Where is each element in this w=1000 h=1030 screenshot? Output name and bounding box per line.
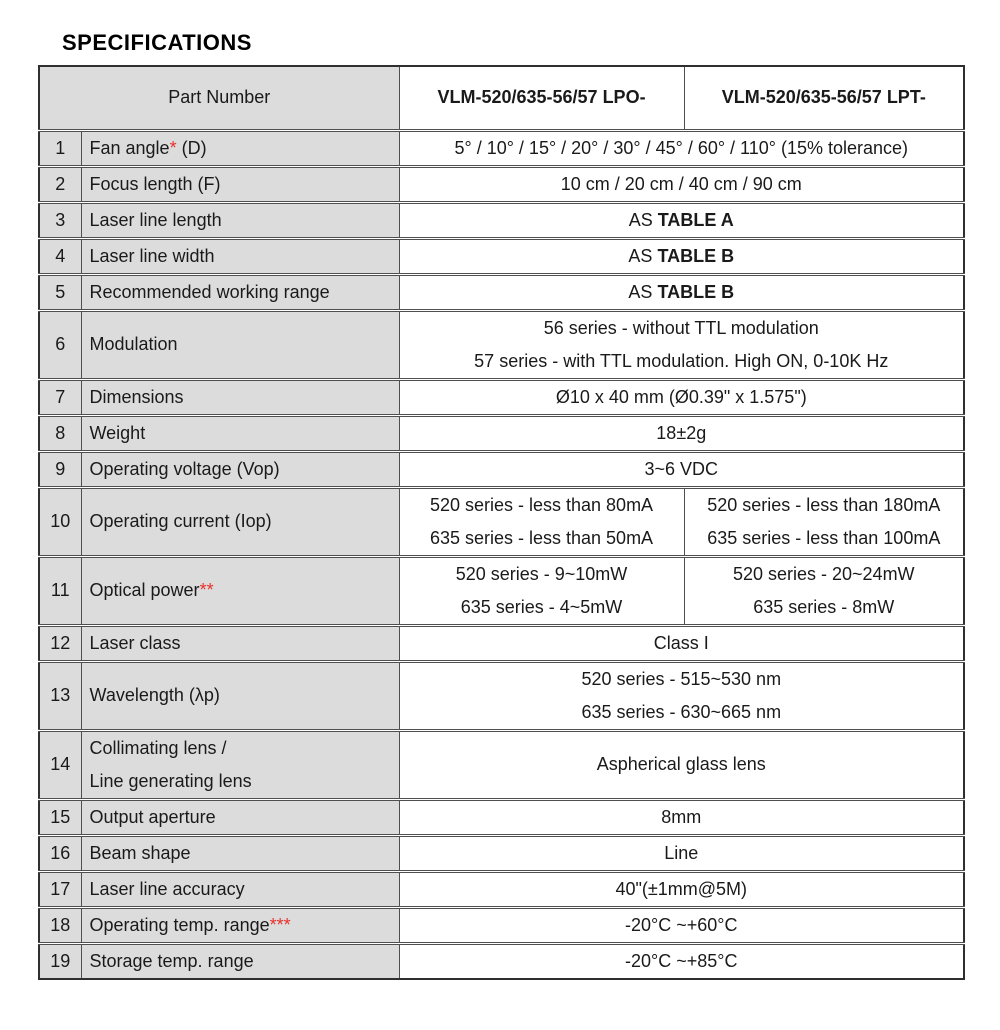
spec-table-body <box>39 130 964 979</box>
row-label-cell <box>81 238 399 274</box>
value-line <box>689 558 960 591</box>
text-segment: 3~6 VDC <box>644 458 719 479</box>
value-line <box>404 345 960 378</box>
row-label-cell <box>81 799 399 835</box>
row-value-cell <box>399 625 964 661</box>
text-segment: Wavelength (λp) <box>89 685 220 705</box>
table-row <box>39 379 964 415</box>
row-number-cell: 16 <box>39 835 81 871</box>
footnote-asterisk: * <box>169 137 177 158</box>
row-number-cell: 8 <box>39 415 81 451</box>
row-value-cell <box>399 907 964 943</box>
row-value-cell <box>399 661 964 730</box>
text-segment: AS <box>628 245 658 266</box>
text-segment: 18±2g <box>656 422 707 443</box>
value-line <box>404 945 960 978</box>
row-value-cell <box>399 835 964 871</box>
text-segment: Focus length (F) <box>89 173 221 194</box>
row-label-cell <box>81 379 399 415</box>
row-label-cell <box>81 166 399 202</box>
row-label-cell <box>81 130 399 166</box>
value-line <box>404 873 960 906</box>
table-row <box>39 661 964 730</box>
row-value-cell <box>399 487 684 556</box>
row-number-cell: 6 <box>39 310 81 379</box>
text-segment: Recommended working range <box>89 281 330 302</box>
row-label-cell <box>81 310 399 379</box>
text-segment: (D) <box>176 137 207 158</box>
value-line <box>404 453 960 486</box>
row-number-cell: 10 <box>39 487 81 556</box>
value-line <box>404 558 680 591</box>
row-number-cell: 14 <box>39 730 81 799</box>
text-segment: 520 series - 9~10mW <box>455 563 628 584</box>
text-segment: 635 series - less than 100mA <box>707 527 941 548</box>
text-segment: 5° / 10° / 15° / 20° / 30° / 45° / 60° / 110° (15% tolerance) <box>454 137 909 158</box>
label-line <box>90 381 391 414</box>
row-label-cell <box>81 487 399 556</box>
text-segment: Storage temp. range <box>89 950 254 971</box>
table-row <box>39 202 964 238</box>
value-line <box>404 591 680 624</box>
row-label-cell <box>81 730 399 799</box>
text-segment: Modulation <box>89 334 178 354</box>
row-number-cell: 3 <box>39 202 81 238</box>
text-segment: 520 series - less than 180mA <box>707 494 941 515</box>
label-line <box>90 574 391 607</box>
text-segment: 57 series - with TTL modulation. High ON, 0-10K Hz <box>474 350 889 371</box>
page-title: SPECIFICATIONS <box>62 30 252 55</box>
text-segment: Line <box>664 842 699 863</box>
text-segment: Line generating lens <box>89 770 252 791</box>
row-value-cell <box>399 379 964 415</box>
text-segment: Laser line width <box>89 245 215 266</box>
row-value-cell <box>684 487 964 556</box>
row-value-cell <box>399 202 964 238</box>
text-segment: 56 series - without TTL modulation <box>543 317 819 338</box>
label-line <box>90 679 391 712</box>
row-label-cell <box>81 907 399 943</box>
table-row <box>39 238 964 274</box>
label-line <box>90 240 391 273</box>
value-line <box>404 696 960 729</box>
value-line <box>689 489 960 522</box>
label-line <box>90 801 391 834</box>
row-label-cell <box>81 871 399 907</box>
header-row <box>39 66 964 130</box>
table-row <box>39 871 964 907</box>
text-segment: 8mm <box>661 806 702 827</box>
row-label-cell <box>81 415 399 451</box>
row-number-cell: 4 <box>39 238 81 274</box>
text-segment: Laser line length <box>89 209 222 230</box>
value-line <box>404 489 680 522</box>
row-label-cell <box>81 625 399 661</box>
table-row <box>39 310 964 379</box>
text-segment: AS <box>628 281 658 302</box>
label-line <box>90 168 391 201</box>
table-row <box>39 907 964 943</box>
column-header-lpo: VLM-520/635-56/57 LPO- <box>399 66 684 130</box>
row-label-cell <box>81 835 399 871</box>
label-line <box>90 204 391 237</box>
row-value-cell <box>399 415 964 451</box>
label-line <box>90 873 391 906</box>
text-segment: 635 series - 4~5mW <box>460 596 623 617</box>
table-row <box>39 166 964 202</box>
text-segment: TABLE A <box>657 209 734 230</box>
row-label-cell <box>81 556 399 625</box>
row-value-cell <box>399 451 964 487</box>
label-line <box>90 417 391 450</box>
row-value-cell <box>399 799 964 835</box>
row-number-cell: 12 <box>39 625 81 661</box>
value-line <box>404 381 960 414</box>
value-line <box>689 522 960 555</box>
text-segment: 520 series - 515~530 nm <box>581 668 782 689</box>
text-segment: 635 series - less than 50mA <box>429 527 654 548</box>
table-row <box>39 835 964 871</box>
row-value-cell <box>399 130 964 166</box>
table-row <box>39 487 964 556</box>
value-line <box>404 276 960 309</box>
value-line <box>404 801 960 834</box>
value-line <box>404 312 960 345</box>
row-label-cell <box>81 451 399 487</box>
row-number-cell: 15 <box>39 799 81 835</box>
table-row <box>39 451 964 487</box>
row-label-cell <box>81 202 399 238</box>
text-segment: Operating voltage (Vop) <box>89 458 280 479</box>
text-segment: -20°C ~+85°C <box>625 950 738 971</box>
label-line <box>90 132 391 165</box>
text-segment: Ø10 x 40 mm (Ø0.39" x 1.575") <box>555 386 807 407</box>
table-row <box>39 799 964 835</box>
text-segment: Fan angle <box>89 137 170 158</box>
text-segment: Class I <box>653 632 709 653</box>
text-segment: 635 series - 8mW <box>753 596 895 617</box>
row-number-cell: 19 <box>39 943 81 979</box>
label-line <box>90 276 391 309</box>
row-label-cell <box>81 661 399 730</box>
text-segment: 520 series - less than 80mA <box>429 494 654 515</box>
table-row <box>39 556 964 625</box>
part-number-header: Part Number <box>39 66 399 130</box>
label-line <box>90 505 391 538</box>
footnote-asterisk: *** <box>269 914 291 935</box>
value-line <box>404 909 960 942</box>
text-segment: TABLE B <box>657 281 735 302</box>
row-value-cell <box>399 871 964 907</box>
text-segment: TABLE B <box>657 245 735 266</box>
column-header-lpt: VLM-520/635-56/57 LPT- <box>684 66 964 130</box>
value-line <box>404 417 960 450</box>
text-segment: Weight <box>89 422 146 443</box>
text-segment: Aspherical glass lens <box>596 754 766 774</box>
row-value-cell <box>399 943 964 979</box>
text-segment: 635 series - 630~665 nm <box>581 701 782 722</box>
row-value-cell <box>399 274 964 310</box>
text-segment: AS <box>628 209 658 230</box>
text-segment: Optical power <box>89 580 200 600</box>
table-row <box>39 943 964 979</box>
row-number-cell: 18 <box>39 907 81 943</box>
value-line <box>404 627 960 660</box>
table-row <box>39 274 964 310</box>
table-row <box>39 130 964 166</box>
text-segment: 10 cm / 20 cm / 40 cm / 90 cm <box>560 173 802 194</box>
row-value-cell <box>399 166 964 202</box>
label-line <box>90 765 391 798</box>
row-label-cell <box>81 943 399 979</box>
text-segment: Collimating lens / <box>89 737 227 758</box>
label-line <box>90 909 391 942</box>
row-label-cell <box>81 274 399 310</box>
text-segment: Operating current (Iop) <box>89 511 272 531</box>
value-line <box>689 591 960 624</box>
value-line <box>404 240 960 273</box>
row-value-cell <box>399 238 964 274</box>
text-segment: -20°C ~+60°C <box>625 914 738 935</box>
label-line <box>90 627 391 660</box>
label-line <box>90 328 391 361</box>
row-number-cell: 7 <box>39 379 81 415</box>
value-line <box>404 168 960 201</box>
label-line <box>90 453 391 486</box>
footnote-asterisk: ** <box>199 580 214 600</box>
text-segment: 40"(±1mm@5M) <box>615 878 748 899</box>
label-line <box>90 945 391 978</box>
text-segment: Output aperture <box>89 806 216 827</box>
value-line <box>404 748 960 781</box>
label-line <box>90 837 391 870</box>
text-segment: 520 series - 20~24mW <box>732 563 915 584</box>
row-value-cell <box>399 556 684 625</box>
value-line <box>404 837 960 870</box>
text-segment: Dimensions <box>89 386 184 407</box>
row-value-cell <box>399 310 964 379</box>
row-number-cell: 9 <box>39 451 81 487</box>
row-number-cell: 5 <box>39 274 81 310</box>
text-segment: Beam shape <box>89 842 191 863</box>
text-segment: Operating temp. range <box>89 914 270 935</box>
row-number-cell: 13 <box>39 661 81 730</box>
row-number-cell: 1 <box>39 130 81 166</box>
value-line <box>404 663 960 696</box>
table-row <box>39 415 964 451</box>
row-value-cell <box>684 556 964 625</box>
row-number-cell: 2 <box>39 166 81 202</box>
table-row <box>39 625 964 661</box>
row-number-cell: 11 <box>39 556 81 625</box>
row-number-cell: 17 <box>39 871 81 907</box>
text-segment: Laser class <box>89 632 181 653</box>
specifications-table <box>38 65 965 980</box>
row-value-cell <box>399 730 964 799</box>
value-line <box>404 522 680 555</box>
text-segment: Laser line accuracy <box>89 878 245 899</box>
label-line <box>90 732 391 765</box>
table-row <box>39 730 964 799</box>
value-line <box>404 132 960 165</box>
value-line <box>404 204 960 237</box>
